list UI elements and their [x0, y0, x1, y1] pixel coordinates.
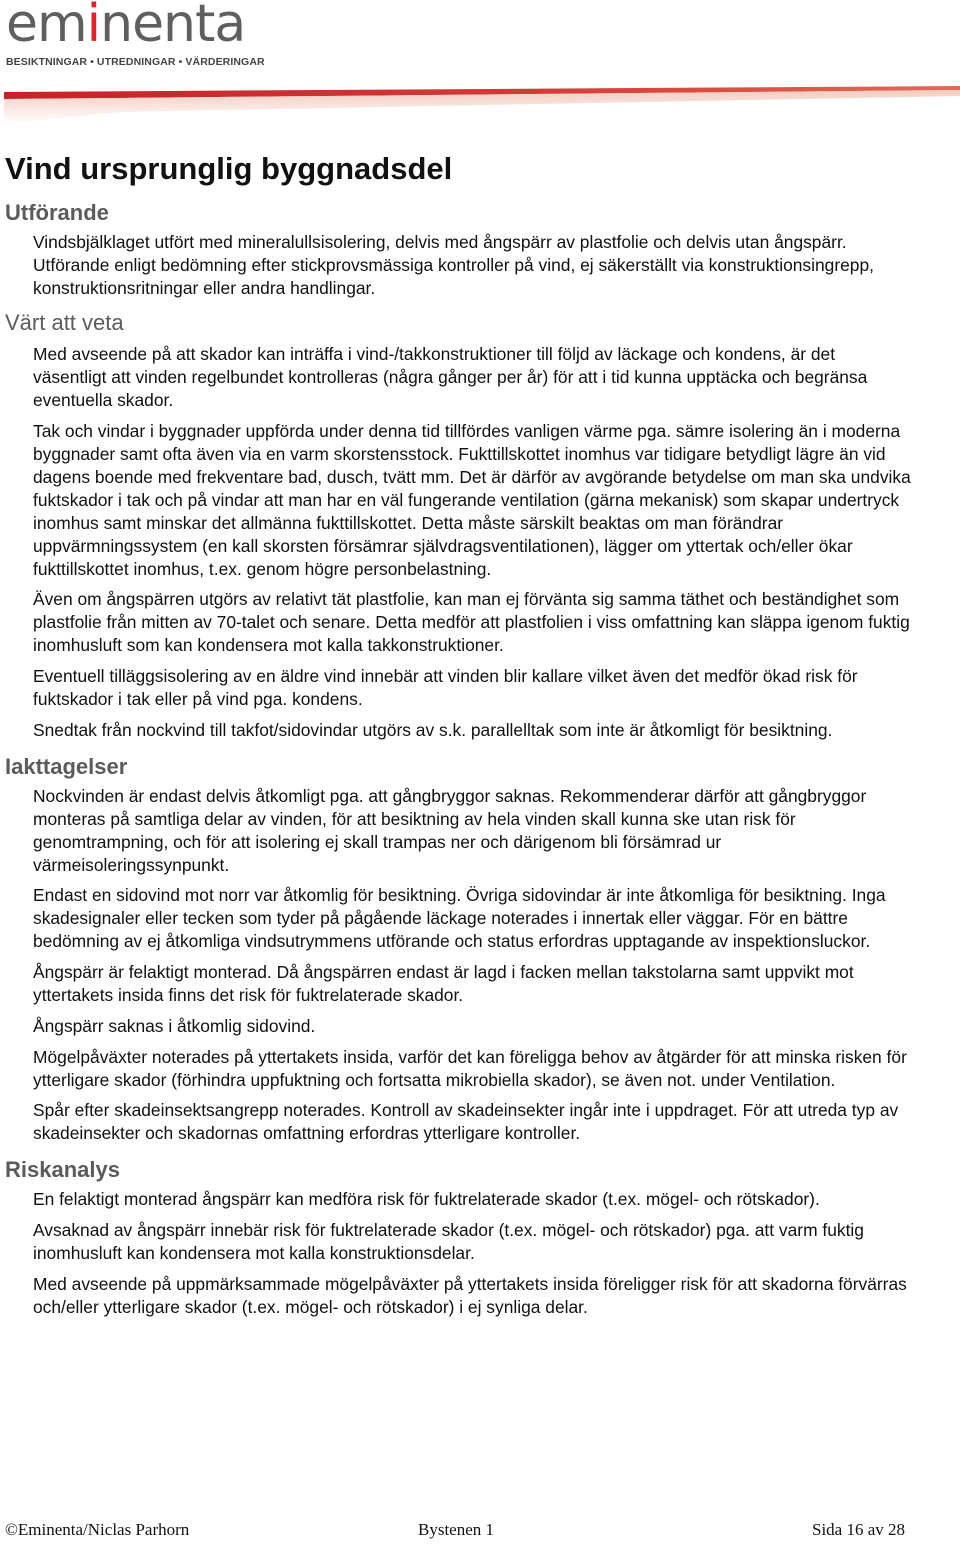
- logo-tagline: BESIKTNINGAR • UTREDNINGAR • VÄRDERINGAR: [6, 56, 265, 68]
- paragraph: En felaktigt monterad ångspärr kan medföra risk för fuktrelaterade skador (t.ex. mögel- och rötskador).: [33, 1189, 820, 1210]
- footer-page-number: Sida 16 av 28: [812, 1520, 906, 1539]
- paragraph: Med avseende på att skador kan inträffa i vind-/takkonstruktioner till följd av läckage och kondens, är det väsentligt att vinden regelbundet kontrolleras (några gånger per år) för att i tid kunna upptäcka och begränsa eventuella skador.: [33, 344, 868, 410]
- page-footer: [0, 1520, 960, 1542]
- paragraph: Även om ångspärren utgörs av relativt tät plastfolie, kan man ej förvänta sig samma täthet och beständighet som plastfolie från mitten av 70-talet och senare. Detta medför att plastfolien i viss omfattning kan släppa igenom fuktig inomhusluft som kan kondensera mot kalla takkonstruktioner.: [33, 589, 910, 656]
- logo-text-accent: i: [86, 0, 101, 54]
- paragraph: Nockvinden är endast delvis åtkomligt pga. att gångbryggor saknas. Rekommenderar därför att gångbryggor monteras på samtliga delar av vinden, för att besiktning av hela vinden skall kunna ske utan risk för genomtrampning, och för att isolering ej skall trampas ner och därigenom bli försämrad ur värmeisoleringssynpunkt.: [33, 785, 867, 875]
- document-body: [0, 150, 960, 1319]
- paragraph: Spår efter skadeinsektsangrepp noterades. Kontroll av skadeinsekter ingår inte i uppdraget. För att utreda typ av skadeinsekter och skadornas omfattning erfordras ytterligare kontroller.: [33, 1100, 899, 1144]
- paragraph: Ångspärr är felaktigt monterad. Då ångspärren endast är lagd i facken mellan takstolarna samt uppvikt mot yttertakets insida finns det risk för fuktrelaterade skador.: [33, 962, 854, 1006]
- section-heading-iakttagelser: Iakttagelser: [5, 753, 128, 779]
- logo-text-prefix: em: [6, 0, 87, 54]
- page-header: [0, 0, 960, 130]
- section-heading-riskanalys: Riskanalys: [5, 1157, 120, 1183]
- eminenta-logo: [6, 0, 245, 54]
- paragraph: Snedtak från nockvind till takfot/sidovindar utgörs av s.k. parallelltak som inte är åtkomligt för besiktning.: [33, 719, 833, 740]
- paragraph: Ångspärr saknas i åtkomlig sidovind.: [33, 1015, 316, 1036]
- paragraph: Endast en sidovind mot norr var åtkomlig för besiktning. Övriga sidovindar är inte åtkomliga för besiktning. Inga skadesignaler eller tecken som tyder på pågående läckage noterades i innertak eller väggar. För en bättre bedömning av ej åtkomliga vindsutrymmens utförande och status erfordras upptagande av inspektionsluckor.: [33, 885, 886, 952]
- footer-copyright: ©Eminenta/Niclas Parhorn: [5, 1520, 190, 1539]
- header-banner-stripe: [0, 82, 960, 126]
- paragraph: Tak och vindar i byggnader uppförda under denna tid tillfördes vanligen värme pga. sämre isolering än i moderna byggnader samt ofta även via en varm skorstensstock. Fukttillskottet inomhus var tidigare betydligt lägre än vid dagens boende med frekventare bad, dusch, tvätt mm. Det är därför av avgörande betydelse om man ska undvika fuktskador i tak och på vindar att man har en väl fungerande ventilation (gärna mekanisk) som skapar undertryck inomhus samt minskar det allmänna fukttillskottet. Detta måste särskilt beaktas om man förändrar uppvärmningssystem (en kall skorsten försämrar självdragsventilationen), lägger om yttertak och/eller ökar fukttillskottet inomhus, t.ex. genom högre personbelastning.: [33, 420, 911, 579]
- paragraph: Vindsbjälklaget utfört med mineralullsisolering, delvis med ångspärr av plastfolie och delvis utan ångspärr. Utförande enligt bedömning efter stickprovsmässiga kontroller på vind, ej säkerställt via konstruktionsingrepp, konstruktionsritningar eller andra handlingar.: [33, 232, 874, 298]
- paragraph: Mögelpåväxter noterades på yttertakets insida, varför det kan föreligga behov av åtgärder för att minska risken för ytterligare skador (förhindra uppfuktning och fortsatta mikrobiella skador), se även not. under Ventilation.: [33, 1046, 907, 1090]
- section-heading-utforande: Utförande: [5, 200, 109, 225]
- page-title: Vind ursprunglig byggnadsdel: [5, 151, 453, 186]
- paragraph: Avsaknad av ångspärr innebär risk för fuktrelaterade skador (t.ex. mögel- och rötskador) pga. att varm fuktig inomhusluft kan kondensera mot kalla konstruktionsdelar.: [33, 1219, 864, 1263]
- section-heading-vart-att-veta: Värt att veta: [5, 310, 124, 335]
- logo-text-suffix: nenta: [100, 0, 246, 54]
- paragraph: Med avseende på uppmärksammade mögelpåväxter på yttertakets insida föreligger risk för att skadorna förvärras och/eller ytterligare skador (t.ex. mögel- och rötskador) i ej synliga delar.: [33, 1273, 907, 1317]
- footer-property-name: Bystenen 1: [418, 1520, 495, 1539]
- paragraph: Eventuell tilläggsisolering av en äldre vind innebär att vinden blir kallare vilket även det medför ökad risk för fuktskador i tak eller på vind pga. kondens.: [33, 666, 858, 710]
